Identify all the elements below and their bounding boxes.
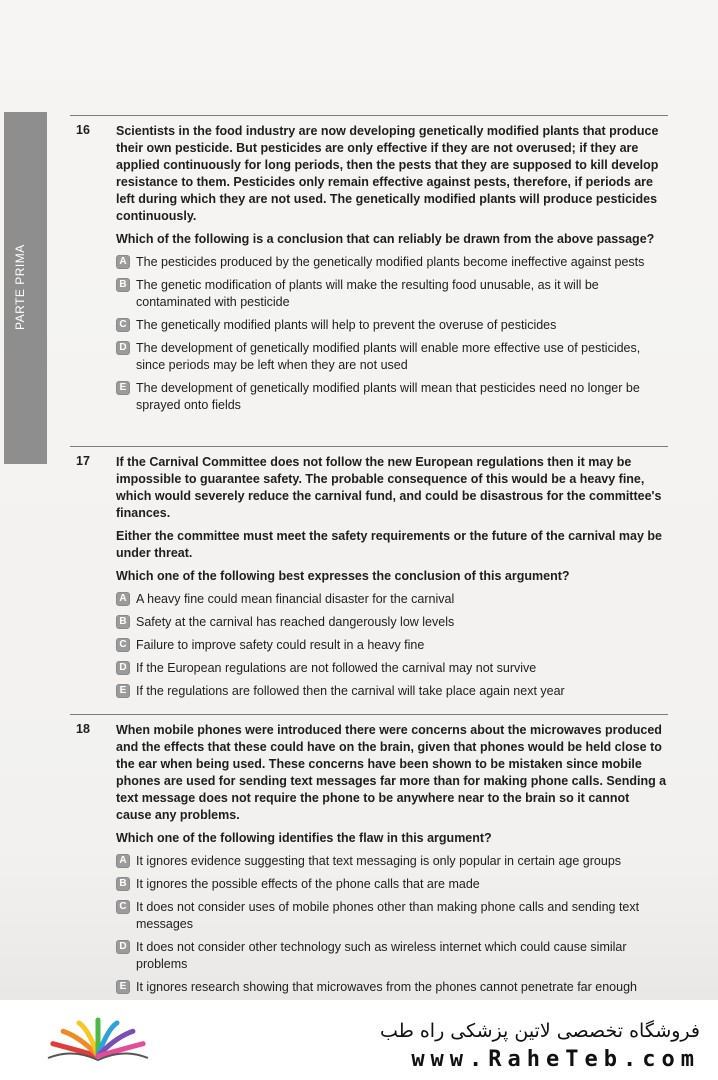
answer-option[interactable] — [116, 637, 668, 654]
answer-option[interactable] — [116, 591, 668, 608]
option-letter-badge: B — [116, 877, 130, 891]
option-text: It does not consider other technology such as wireless internet which could cause similar problems — [136, 940, 627, 971]
store-name: فروشگاه تخصصی لاتین پزشکی راه طب — [380, 1020, 700, 1042]
option-letter-badge: D — [116, 940, 130, 954]
option-text: The genetic modification of plants will make the resulting food unusable, as it will be contaminated with pesticide — [136, 278, 599, 309]
store-url[interactable]: www.RaheTeb.com — [411, 1047, 700, 1072]
answer-option[interactable] — [116, 683, 668, 700]
option-text: The genetically modified plants will help to prevent the overuse of pesticides — [136, 318, 557, 332]
answer-option[interactable] — [116, 876, 668, 893]
question-prompt: Which one of the following identifies the flaw in this argument? — [116, 831, 492, 845]
answer-option[interactable] — [116, 660, 668, 677]
option-letter-badge: C — [116, 638, 130, 652]
answer-option[interactable] — [116, 317, 668, 334]
option-letter-badge: D — [116, 661, 130, 675]
option-text: It ignores evidence suggesting that text messaging is only popular in certain age groups — [136, 854, 622, 868]
option-letter-badge: A — [116, 592, 130, 606]
answer-option[interactable] — [116, 853, 668, 870]
option-letter-badge: C — [116, 900, 130, 914]
option-text: It ignores research showing that microwaves from the phones cannot penetrate far enough — [136, 980, 637, 994]
answer-option[interactable] — [116, 277, 668, 311]
option-letter-badge: E — [116, 684, 130, 698]
option-text: If the regulations are followed then the carnival will take place again next year — [136, 684, 565, 698]
option-text: The pesticides produced by the genetically modified plants become ineffective against pests — [136, 255, 645, 269]
option-text: A heavy fine could mean financial disaster for the carnival — [136, 592, 455, 606]
question-number: 16 — [76, 123, 90, 137]
option-text: Safety at the carnival has reached dangerously low levels — [136, 615, 455, 629]
question-prompt: Which of the following is a conclusion that can reliably be drawn from the above passage? — [116, 232, 655, 246]
option-letter-badge: E — [116, 381, 130, 395]
option-text: Failure to improve safety could result in a heavy fine — [136, 638, 425, 652]
question-stem-conclusion: Either the committee must meet the safety requirements or the future of the carnival may be under threat. — [116, 529, 662, 560]
option-text: It does not consider uses of mobile phones other than making phone calls and sending text messages — [136, 900, 640, 931]
question-prompt: Which one of the following best expresses the conclusion of this argument? — [116, 569, 570, 583]
question-18 — [70, 714, 668, 996]
question-number: 17 — [76, 454, 90, 468]
option-text: The development of genetically modified plants will mean that pesticides need no longer be sprayed onto fields — [136, 381, 640, 412]
question-17 — [70, 446, 668, 700]
answer-option[interactable] — [116, 979, 668, 996]
option-letter-badge: D — [116, 341, 130, 355]
answer-option[interactable] — [116, 340, 668, 374]
question-number: 18 — [76, 722, 90, 736]
option-letter-badge: B — [116, 615, 130, 629]
option-text: It ignores the possible effects of the phone calls that are made — [136, 877, 480, 891]
option-text: The development of genetically modified plants will enable more effective use of pesticides, since periods may be left when they are not used — [136, 341, 641, 372]
option-letter-badge: B — [116, 278, 130, 292]
question-stem: If the Carnival Committee does not follow the new European regulations then it may be impossible to guarantee safety. The probable consequence of this would be a heavy fine, which would severely reduce the carnival fund, and could be disastrous for the committee's finances. — [116, 455, 662, 520]
answer-option[interactable] — [116, 254, 668, 271]
question-stem: When mobile phones were introduced there were concerns about the microwaves produced and the effects that these could have on the brain, given that phones would be held close to the ear when being used. These concerns have been shown to be mistaken since mobile phones are used for sending text messages far more than for making phone calls. Sending a text message does not require the phone to be anywhere near to the brain so it cannot cause any problems. — [116, 723, 667, 822]
question-stem: Scientists in the food industry are now developing genetically modified plants that produce their own pesticide. But pesticides are only effective if they are not overused; if they are applied continuously for long periods, then the pests that they are supposed to kill develop resistance to them. Pesticides only remain effective against pests, therefore, if periods are left during which they are not used. The genetically modified plants will produce pesticides continuously. — [116, 124, 659, 223]
answer-option[interactable] — [116, 614, 668, 631]
option-text: If the European regulations are not followed the carnival may not survive — [136, 661, 537, 675]
option-letter-badge: C — [116, 318, 130, 332]
question-16 — [70, 115, 668, 414]
option-letter-badge: A — [116, 255, 130, 269]
option-letter-badge: E — [116, 980, 130, 994]
section-side-label: PARTE PRIMA — [13, 244, 27, 330]
answer-option[interactable] — [116, 380, 668, 414]
open-book-logo-icon — [38, 1012, 158, 1068]
watermark-footer — [0, 1000, 718, 1080]
answer-option[interactable] — [116, 939, 668, 973]
option-letter-badge: A — [116, 854, 130, 868]
answer-option[interactable] — [116, 899, 668, 933]
